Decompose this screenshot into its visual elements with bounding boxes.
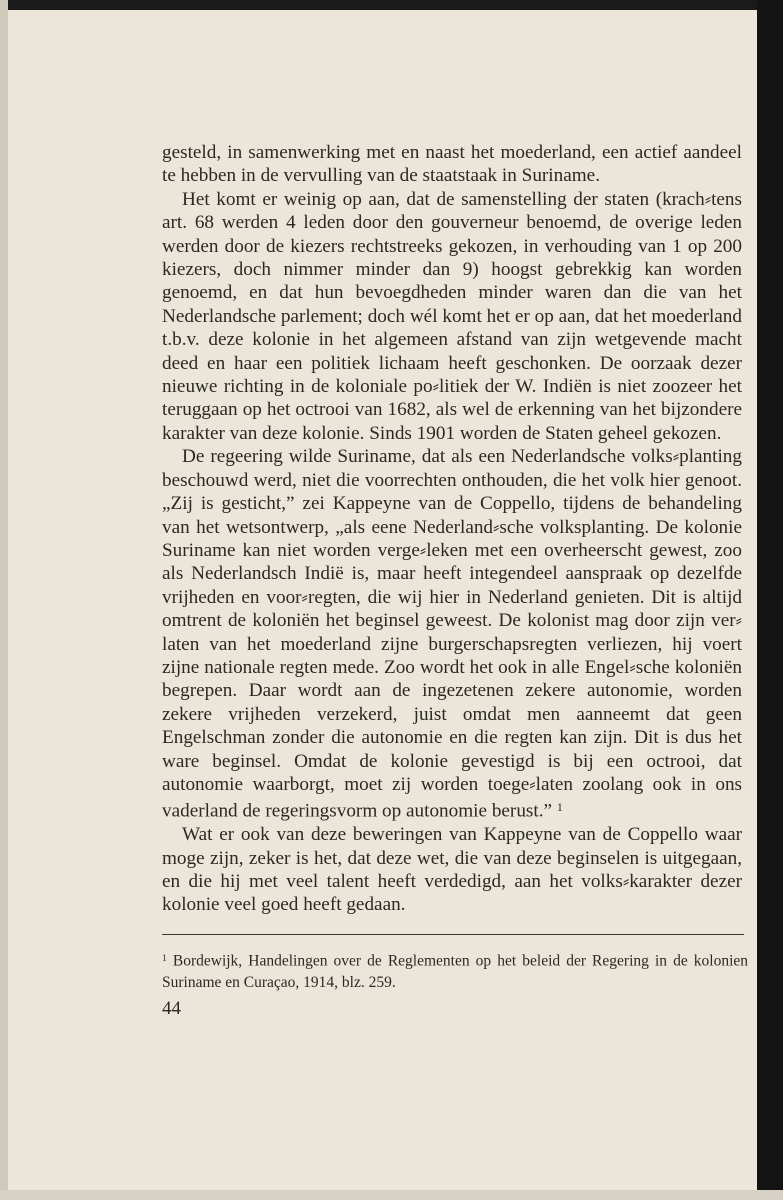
scan-left-edge <box>0 0 8 1200</box>
footnote <box>162 948 748 994</box>
paragraph-3-text: De regeering wilde Suriname, dat als een Nederlandsche volks⸗planting beschouwd werd, niet die voorrechten onthouden, die het volk hier genoot. „Zij is gesticht,” zei Kappeyne van de Coppello, tijdens de behandeling van het wetsontwerp, „als eene Nederland⸗sche volksplanting. De kolonie Suriname kan niet worden verge⸗leken met een overheerscht gewest, zoo als Nederlandsch Indië is, maar heeft integendeel aanspraak op dezelfde vrijheden en voor⸗regten, die wij hier in Nederland genieten. Dit is altijd omtrent de koloniën het beginsel geweest. De kolonist mag door zijn ver⸗laten van het moederland zijne burgerschapsregten verliezen, hij voert zijne nationale regten mede. Zoo wordt het ook in alle Engel⸗sche koloniën begrepen. Daar wordt aan de ingezetenen zekere autonomie, worden zekere vrijheden verzekerd, juist omdat men aanneemt dat geen Engelschman zonder die autonomie en die regten kan zijn. Dit is dus het ware beginsel. Omdat de kolonie gevestigd is bij een octrooi, dat autonomie waarborgt, moet zij worden toege⸗laten zoolang ook in ons vaderland de regeringsvorm op autonomie berust.” <box>162 446 742 822</box>
body-text <box>162 141 742 917</box>
scan-right-edge <box>757 0 783 1200</box>
paragraph-3 <box>162 445 742 823</box>
paragraph-4: Wat er ook van deze beweringen van Kappeyne van de Coppello waar moge zijn, zeker is het, dat deze wet, die van deze beginselen is uitgegaan, en die hij met veel talent heeft verdedigd, aan het volks⸗karakter dezer kolonie veel goed heeft gedaan. <box>162 824 742 916</box>
scan-bottom-edge <box>0 1190 783 1200</box>
footnote-divider <box>162 934 744 935</box>
footnote-marker: 1 <box>162 953 167 964</box>
footnote-reference[interactable]: 1 <box>556 800 563 815</box>
scan-top-edge <box>0 0 783 10</box>
footnote-text: Bordewijk, Handelingen over de Reglementen op het beleid der Regering in de kolonien Suriname en Curaçao, 1914, blz. 259. <box>162 952 749 992</box>
paragraph-1: gesteld, in samenwerking met en naast het moederland, een actief aandeel te hebben in de vervulling van de staatstaak in Suriname. <box>162 142 742 187</box>
paragraph-2: Het komt er weinig op aan, dat de samenstelling der staten (krach⸗tens art. 68 werden 4 leden door den gouverneur benoemd, de overige leden werden door de kiezers rechtstreeks gekozen, in verhouding van 1 op 200 kiezers, doch nimmer minder dan 9) hoogst gebrekkig kan worden genoemd, en dat hun bevoegdheden minder waren dan die van het Nederlandsche parlement; doch wél komt het er op aan, dat het moederland t.b.v. deze kolonie in het algemeen afstand van zijn wetgevende macht deed en haar een politiek lichaam heeft geschonken. De oorzaak dezer nieuwe richting in de koloniale po⸗litiek der W. Indiën is niet zoozeer het teruggaan op het octrooi van 1682, als wel de erkenning van het bijzondere karakter van deze kolonie. Sinds 1901 worden de Staten geheel gekozen. <box>162 188 742 444</box>
page-number: 44 <box>162 998 181 1019</box>
